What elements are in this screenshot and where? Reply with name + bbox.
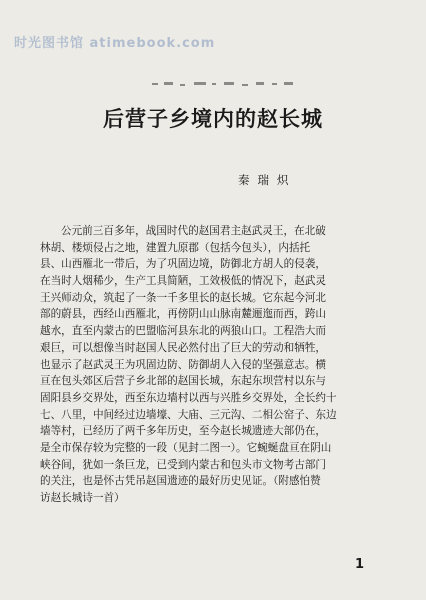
body-line: 林胡、楼烦侵占之地，建置九原郡（包括今包头），内括托 — [40, 241, 311, 254]
body-line: 王兴师动众，筑起了一条一千多里长的赵长城。它东起今河北 — [40, 291, 327, 304]
body-line: 亘在包头郊区后营子乡北部的赵国长城，东起东坝营村以东与 — [40, 375, 327, 388]
body-line: 部的蔚县，西经山西雁北，再傍阴山山脉南麓逦迤而西，跨山 — [40, 308, 327, 321]
body-line: 越水，直至内蒙古的巴盟临河县东北的两狼山口。工程浩大而 — [40, 325, 327, 338]
body-line: 也显示了赵武灵王为巩固边防、防御胡人入侵的坚强意志。横 — [40, 358, 327, 371]
page-number: 1 — [355, 557, 365, 572]
body-line: 在当时人烟稀少，生产工具简陋，工效极低的情况下，赵武灵 — [40, 275, 327, 288]
page-title: 后营子乡境内的赵长城 — [103, 107, 323, 131]
printed-speckle-decoration — [150, 80, 300, 88]
author-name: 秦瑞炽 — [238, 173, 297, 187]
body-line: 固阳县乡交界处，西至东边墙村以西与兴胜乡交界处，全长约十 — [40, 391, 337, 404]
body-line: 县、山西雁北一带后，为了巩固边境，防御北方胡人的侵袭， — [40, 258, 327, 271]
body-line: 艰巨，可以想像当时赵国人民必然付出了巨大的劳动和牺牲， — [40, 341, 327, 354]
body-line: 是全市保存较为完整的一段（见封二图一）。它蜿蜒盘亘在阴山 — [40, 441, 332, 454]
article-body — [40, 223, 390, 507]
body-line: 峡谷间，犹如一条巨龙，已受到内蒙古和包头市文物考古部门 — [40, 458, 327, 471]
watermark: 时光图书馆 atimebook.com — [14, 36, 216, 51]
body-line: 公元前三百多年，战国时代的赵国君主赵武灵王，在北破 — [61, 225, 326, 237]
body-line: 的关注，也是怀古凭吊赵国遗迹的最好历史见证。（附感怕赞 — [40, 475, 321, 488]
body-line: 七、八里，中间经过边墙壕、大庙、三元沟、二相公窑子、东边 — [40, 408, 337, 421]
body-line: 墙等村，已经历了两千多年历史，至今赵长城遗迹大部仍在， — [40, 425, 327, 438]
body-line: 访赵长城诗一首） — [40, 492, 125, 504]
